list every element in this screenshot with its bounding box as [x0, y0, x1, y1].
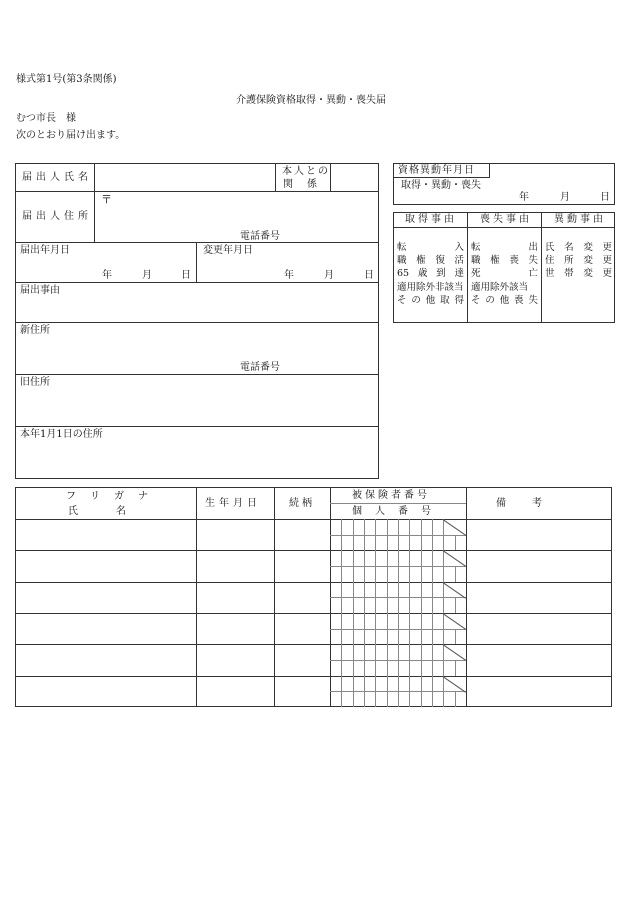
status-month: 月: [560, 192, 570, 203]
notify-day: 日: [181, 270, 191, 281]
relation-cell[interactable]: [275, 520, 329, 549]
loss-reason-item: 適用除外該当: [471, 281, 529, 293]
insured-number-header: 被保険者番号: [352, 490, 430, 501]
col-change: 異動事由: [554, 214, 606, 225]
name-cell[interactable]: [16, 520, 195, 549]
remarks-cell[interactable]: [467, 614, 611, 643]
personal-number-field[interactable]: [331, 598, 465, 612]
change-month: 月: [324, 270, 334, 281]
relation-cell[interactable]: [275, 645, 329, 674]
change-reason-item: 世 帯 変 更: [545, 268, 612, 280]
applicant-name-label: 届出人氏名: [22, 172, 92, 183]
name-cell[interactable]: [16, 614, 195, 643]
name-header: 氏 名: [68, 506, 128, 517]
reason-label: 届出事由: [20, 285, 60, 296]
remarks-cell[interactable]: [467, 583, 611, 612]
name-cell[interactable]: [16, 645, 195, 674]
col-acquire: 取得事由: [405, 214, 457, 225]
phone-label-2: 電話番号: [240, 362, 280, 373]
col-loss: 喪失事由: [480, 214, 532, 225]
birth-date-cell[interactable]: [197, 551, 273, 580]
personal-number-field[interactable]: [331, 630, 465, 644]
relation-cell[interactable]: [275, 551, 329, 580]
birth-date-cell[interactable]: [197, 677, 273, 706]
remarks-cell[interactable]: [467, 645, 611, 674]
relation-label-2: 関 係: [283, 179, 319, 190]
name-cell[interactable]: [16, 551, 195, 580]
insured-number-field[interactable]: [331, 583, 442, 597]
status-change-types: 取得・異動・喪失: [401, 180, 481, 191]
remarks-cell[interactable]: [467, 677, 611, 706]
postal-mark: 〒: [101, 193, 112, 206]
insured-number-field[interactable]: [331, 520, 442, 534]
remarks-header: 備 考: [496, 498, 544, 509]
personal-number-field[interactable]: [331, 692, 465, 706]
birth-date-cell[interactable]: [197, 583, 273, 612]
notify-date-label: 届出年月日: [20, 245, 70, 256]
insured-number-field[interactable]: [331, 614, 442, 628]
status-day: 日: [600, 192, 610, 203]
personal-number-field[interactable]: [331, 567, 465, 581]
birth-date-cell[interactable]: [197, 645, 273, 674]
birth-header: 生年月日: [205, 498, 261, 509]
change-reason-item: 住 所 変 更: [545, 255, 612, 267]
acquire-reason-item: 65 歳 到 達: [397, 268, 464, 280]
notify-year: 年: [102, 270, 112, 281]
loss-reason-item: 職 権 喪 失: [471, 255, 538, 267]
acquire-reason-item: 適用除外非該当: [397, 281, 464, 293]
notify-month: 月: [142, 270, 152, 281]
change-date-label: 変更年月日: [203, 245, 253, 256]
change-day: 日: [364, 270, 374, 281]
personal-number-field[interactable]: [331, 536, 465, 550]
personal-number-field[interactable]: [331, 661, 465, 675]
loss-reason-item: 転 出: [471, 242, 538, 253]
remarks-cell[interactable]: [467, 520, 611, 549]
acquire-reason-item: そ の 他 取 得: [397, 294, 464, 306]
applicant-name-field[interactable]: [95, 164, 275, 191]
old-address-label: 旧住所: [20, 377, 50, 388]
relation-header: 続柄: [289, 498, 315, 509]
acquire-reason-item: 転 入: [397, 242, 464, 253]
birth-date-cell[interactable]: [197, 614, 273, 643]
remarks-cell[interactable]: [467, 551, 611, 580]
status-change-date-label: 資格異動年月日: [398, 165, 475, 176]
relation-field[interactable]: [331, 164, 378, 191]
personal-number-header: 個人番号: [352, 506, 444, 517]
phone-label-1: 電話番号: [240, 231, 280, 242]
relation-cell[interactable]: [275, 583, 329, 612]
form-title: 介護保険資格取得・異動・喪失届: [236, 95, 386, 106]
acquire-reason-item: 職 権 復 活: [397, 255, 464, 267]
relation-label: 本人との: [282, 166, 330, 177]
form-number: 様式第1号(第3条関係): [16, 74, 117, 85]
status-year: 年: [519, 192, 529, 203]
name-cell[interactable]: [16, 583, 195, 612]
insured-number-field[interactable]: [331, 677, 442, 691]
birth-date-cell[interactable]: [197, 520, 273, 549]
addressee: むつ市長 様: [16, 113, 76, 124]
jan1-address-label: 本年1月1日の住所: [20, 429, 103, 440]
intro-text: 次のとおり届け出ます。: [16, 130, 126, 141]
insured-number-field[interactable]: [331, 551, 442, 565]
insured-number-field[interactable]: [331, 645, 442, 659]
furigana-header: フ リ ガ ナ: [66, 491, 150, 502]
relation-cell[interactable]: [275, 677, 329, 706]
loss-reason-item: 死 亡: [471, 268, 538, 280]
applicant-address-label: 届出人住所: [22, 211, 92, 222]
change-year: 年: [284, 270, 294, 281]
relation-cell[interactable]: [275, 614, 329, 643]
change-reason-item: 氏 名 変 更: [545, 242, 612, 253]
name-cell[interactable]: [16, 677, 195, 706]
loss-reason-item: そ の 他 喪 失: [471, 294, 538, 306]
new-address-label: 新住所: [20, 325, 50, 336]
